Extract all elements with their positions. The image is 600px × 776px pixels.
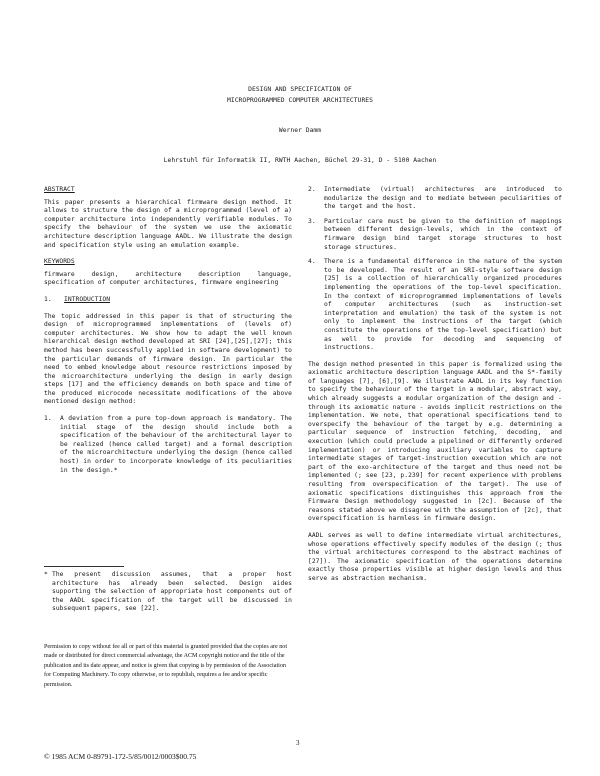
list-item-text: A deviation from a pure top-down approach is mandatory. The initial stage of the design should include both a specification of the behaviour of the architectural layer to be realized (hence called target) and a formal description of the microarchitecture underlying the design (hence called host) in order to incorporate knowledge of its peculiarities in the design.* xyxy=(60,415,292,474)
paper-title-line-1: DESIGN AND SPECIFICATION OF xyxy=(248,86,352,93)
paper-title-line-2: MICROPROGRAMMED COMPUTER ARCHITECTURES xyxy=(227,97,373,104)
list-item-number: 4. xyxy=(308,258,316,266)
list-item xyxy=(308,186,562,212)
keywords-text: firmware design, architecture description language, specification of computer architectures, firmware engineering xyxy=(44,270,292,287)
aadl-paragraph: AADL serves as well to define intermediate virtual architectures, whose operations effectively specify modules of the design (; thus the virtual architectures correspond to the abstract machines of [27]). The axiomatic specification of the operations determine exactly those properties visible at higher design levels and thus serve as abstraction mechanism. xyxy=(308,531,562,582)
copyright-line: © 1985 ACM 0-89791-172-5/85/0012/0003$00.75 xyxy=(44,752,197,761)
list-item-text: Intermediate (virtual) architectures are introduced to modularize the design and to mediate between peculiarities of the target and the host. xyxy=(324,186,562,211)
permission-notice: Permission to copy without fee all or part of this material is granted provided that the copies are not made or distributed for direct commercial advantage, the ACM copyright notice and the title of the publication and its date appear, and notice is given that copying is by permission of the Association for Computing Machinery. To copy otherwise, or to republish, requires a fee and/or specific permission. xyxy=(44,644,288,688)
list-item-number: 3. xyxy=(308,217,316,225)
introduction-paragraph: The topic addressed in this paper is that of structuring the design of microprogrammed implementations of (levels of) computer architectures. We show how to adapt the well known hierarchical design method developed at SRI [24],[25],[27]; this method has been successfully applied in software development) to the particular demands of firmware design. In particular the need to embed knowledge about resource restrictions imposed by the microarchitecture underlying the design in early design steps [17] and the efficiency demands on both space and time of the produced microcode necessitate modifications of the above mentioned design method: xyxy=(44,312,292,406)
abstract-text: This paper presents a hierarchical firmware design method. It allows to structure the design of a microprogrammed (level of a) computer architecture into independently verifiable modules. To specify the behaviour of the system we use the axiomatic architecture description language AADL. We illustrate the design and specification style using an emulation example. xyxy=(44,198,292,249)
left-column xyxy=(44,186,292,483)
author-name: Werner Damm xyxy=(278,127,322,134)
list-item xyxy=(308,218,562,252)
footnote-body xyxy=(44,571,292,614)
page-number: 3 xyxy=(296,739,300,747)
continued-list xyxy=(308,186,562,353)
section-title: INTRODUCTION xyxy=(64,295,111,303)
list-item-text: Particular care must be given to the definition of mappings between different design-levels, which in the context of firmware design bind target storage structures to host storage structures. xyxy=(324,217,562,251)
introduction-list xyxy=(44,415,292,475)
footnote-text: The present discussion assumes, that a proper host architecture has already been selected. Design aides supporting the selection of appropriate host components out of the AADL specification of the target will be discussed in subsequent papers, see [22]. xyxy=(52,571,292,613)
list-item xyxy=(44,415,292,475)
list-item-text: There is a fundamental difference in the nature of the system to be developed. The result of an SRI-style software design [25] is a collection of hierarchically organized procedures implementing the operations of the top-level specification. In the context of microprogrammed implementations of levels of computer architectures (such as instruction-set interpretation and emulation) the task of the system is not only to implement the instructions of the target (which constitute the operations of the top-level specification) but as well to provide for decoding and sequencing of instructions. xyxy=(324,258,562,352)
footnote-marker: * xyxy=(44,571,48,578)
keywords-heading: KEYWORDS xyxy=(44,258,75,266)
footnote xyxy=(44,566,292,614)
abstract-heading: ABSTRACT xyxy=(44,186,75,193)
footnote-rule xyxy=(44,566,124,567)
right-column xyxy=(308,186,562,592)
design-method-paragraph: The design method presented in this paper is formalized using the axiomatic architecture description language AADL and the S*-family of languages [7], [6],[9]. We illustrate AADL in its key function to specify the behaviour of the target in a modular, abstract way, which already suggests a modular organization of the design and - through its axiomatic nature - avoids implicit restrictions on the implementation. We note, that operational specifications tend to overspecify the behaviour of the target by e.g. determining a particular sequence of instruction fetching, decoding, and execution (which could preclude a pipelined or differently ordered implementation) or introducing auxiliary variables to capture intermediate stages of target-instruction execution which are not part of the exo-architecture of the target and thus need not be implemented (; see [23, p.239] for recent experience with problems resulting from overspecification of the target). The use of axiomatic specifications distinguishes this approach from the Firmware Design methodology suggested in [2c]. Because of the reasons stated above we disagree with the assumption of [2c], that overspecification is harmless in firmware design. xyxy=(308,360,562,523)
list-item-number: 1. xyxy=(44,415,52,423)
introduction-heading xyxy=(44,296,292,305)
section-number: 1. xyxy=(44,295,52,303)
list-item xyxy=(308,258,562,353)
list-item-number: 2. xyxy=(308,186,316,193)
author-affiliation: Lehrstuhl für Informatik II, RWTH Aachen, Büchel 29-31, D - 5100 Aachen xyxy=(163,157,437,164)
